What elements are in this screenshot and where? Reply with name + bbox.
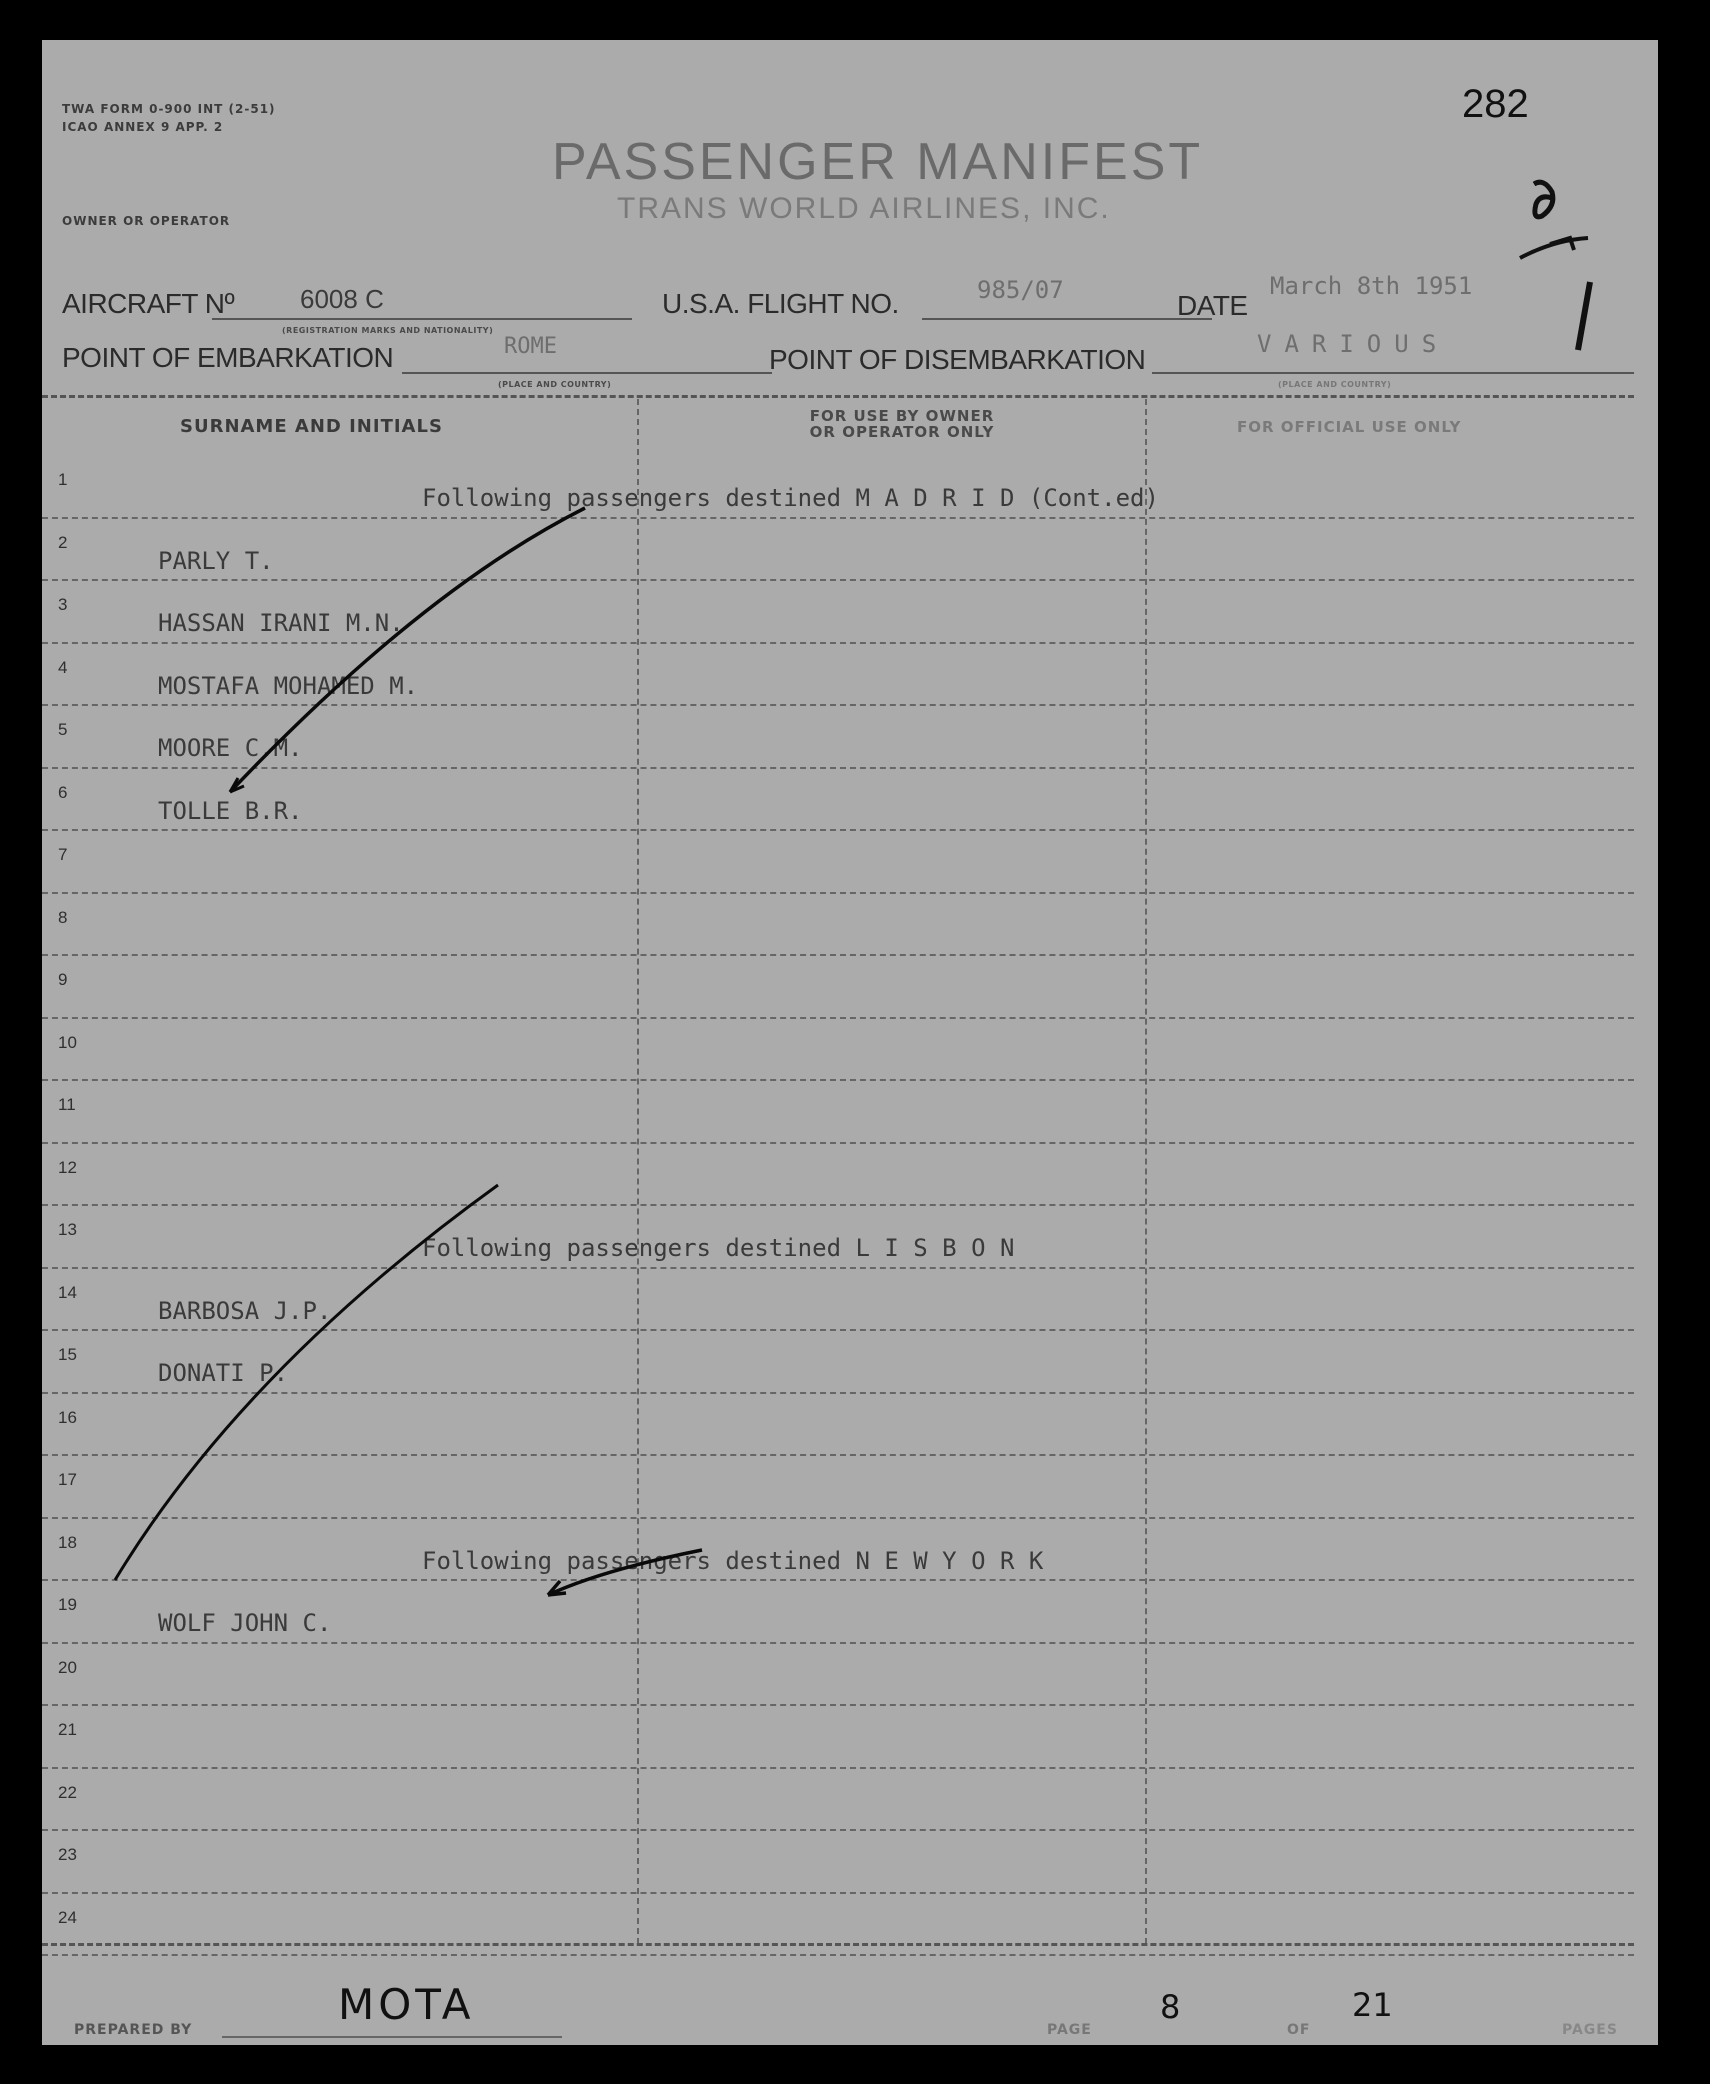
handwritten-arrows: [42, 40, 1658, 2045]
row-number: 20: [58, 1657, 77, 1677]
passenger-name: TOLLE B.R.: [158, 796, 303, 825]
page-value: 8: [1160, 1988, 1181, 2026]
row-number: 19: [58, 1595, 77, 1614]
prepared-by-label: PREPARED BY: [74, 2022, 193, 2038]
row-number: 2: [58, 532, 68, 552]
row-number: 17: [58, 1470, 77, 1489]
row-number: 14: [58, 1282, 77, 1302]
col-header-owner-line1: FOR USE BY OWNER: [809, 407, 995, 425]
passenger-name: PARLY T.: [158, 546, 274, 575]
row-number: 8: [58, 907, 68, 927]
passenger-name: HASSAN IRANI M.N.: [158, 609, 404, 637]
destination-heading: Following passengers destined N E W Y O R K: [422, 1546, 1044, 1575]
disembarkation-value: VARIOUS: [1257, 330, 1450, 358]
embarkation-label: POINT OF EMBARKATION: [62, 342, 394, 373]
date-value: March 8th 1951: [1270, 272, 1473, 300]
form-annex: ICAO ANNEX 9 APP. 2: [62, 120, 224, 134]
row-number: 23: [58, 1845, 77, 1864]
flight-label: U.S.A. FLIGHT NO.: [662, 288, 899, 319]
prepared-by-signature: MOTA: [338, 1980, 475, 2029]
embarkation-value: ROME: [504, 334, 557, 359]
page-title: PASSENGER MANIFEST: [552, 133, 1204, 191]
manifest-sheet: [42, 40, 1658, 2045]
col-header-surname: SURNAME AND INITIALS: [180, 416, 443, 437]
row-number: 3: [58, 595, 68, 614]
row-number: 21: [58, 1720, 77, 1739]
passenger-name: WOLF JOHN C.: [158, 1609, 332, 1637]
disembarkation-note: (PLACE AND COUNTRY): [1278, 380, 1392, 389]
row-number: 16: [58, 1407, 77, 1427]
row-number: 22: [58, 1782, 77, 1802]
of-value: 21: [1352, 1986, 1393, 2024]
aircraft-note: (REGISTRATION MARKS AND NATIONALITY): [282, 326, 494, 335]
destination-heading: Following passengers destined M A D R I D (Cont.ed): [422, 484, 1159, 512]
form-number: TWA FORM 0-900 INT (2-51): [62, 102, 276, 116]
row-number: 10: [58, 1032, 77, 1052]
destination-heading: Following passengers destined L I S B O N: [422, 1234, 1015, 1262]
row-number: 18: [58, 1532, 77, 1552]
col-header-owner-line2: OR OPERATOR ONLY: [809, 423, 995, 441]
passenger-name: DONATI P.: [158, 1359, 289, 1387]
embarkation-note: (PLACE AND COUNTRY): [498, 380, 612, 389]
row-number: 9: [58, 970, 68, 989]
row-number: 6: [58, 782, 68, 802]
pages-label: PAGES: [1562, 2022, 1618, 2038]
passenger-name: MOORE C.M.: [158, 734, 303, 762]
page-stamp-number: 282: [1462, 82, 1529, 126]
col-header-official: FOR OFFICIAL USE ONLY: [1237, 418, 1462, 436]
row-number: 13: [58, 1220, 77, 1239]
aircraft-label: AIRCRAFT Nº: [62, 288, 235, 319]
prepared-by-underline: [222, 2036, 562, 2038]
row-number: 1: [58, 470, 68, 489]
row-number: 5: [58, 720, 68, 739]
flight-number: 985/07: [977, 276, 1064, 304]
of-label: OF: [1287, 2022, 1311, 2038]
passenger-name: BARBOSA J.P.: [158, 1296, 332, 1325]
date-label: DATE: [1177, 290, 1248, 321]
row-number: 4: [58, 657, 68, 677]
aircraft-number: 6008 C: [300, 284, 384, 314]
row-number: 12: [58, 1157, 77, 1177]
row-number: 11: [58, 1095, 76, 1114]
page-label: PAGE: [1047, 2022, 1092, 2038]
disembarkation-label: POINT OF DISEMBARKATION: [769, 344, 1146, 375]
owner-operator-label: OWNER OR OPERATOR: [62, 214, 231, 228]
footer-top-rule: [42, 1943, 1634, 1946]
passenger-name: MOSTAFA MOHAMED M.: [158, 671, 419, 700]
row-number: 7: [58, 845, 68, 864]
row-number: 24: [58, 1907, 77, 1927]
page-subtitle: TRANS WORLD AIRLINES, INC.: [617, 192, 1111, 225]
row-number: 15: [58, 1345, 77, 1364]
